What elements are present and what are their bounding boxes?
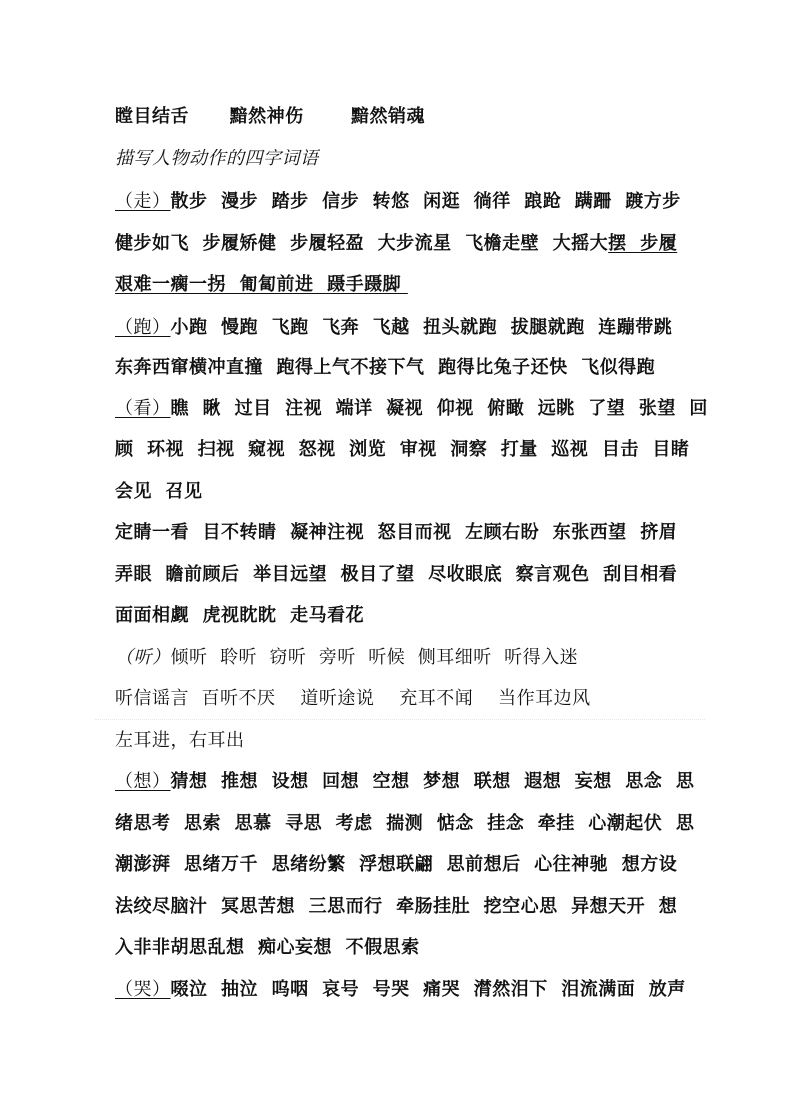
word-line-run [115,316,715,340]
word-line-listen [115,646,715,670]
line-text-underlined: 艰难一瘸一拐 匍匐前进 蹑手蹑脚 [115,274,408,295]
line-text: 绪思考 思索 思慕 寻思 考虑 揣测 惦念 挂念 牵挂 心潮起伏 思 [115,813,695,834]
word-line [115,232,715,256]
word-line [115,853,715,877]
line-text: 会见 召见 [115,481,203,502]
section-heading [115,147,715,171]
word-line [115,273,715,297]
faint-divider [95,719,705,720]
word-line-think [115,770,715,794]
word-line-walk [115,190,715,214]
line-text: 散步 漫步 踏步 信步 转悠 闲逛 徜徉 踉跄 蹒跚 踱方步 [170,191,681,212]
word-line [115,604,715,628]
word-line [115,356,715,380]
line-text-underlined: 摆 步履 [608,233,678,254]
heading-text: 描写人物动作的四字词语 [115,148,319,169]
line-text: 瞠目结舌 黯然神伤 黯然销魂 [115,106,425,127]
word-line [115,438,715,462]
line-text: 东奔西窜横冲直撞 跑得上气不接下气 跑得比兔子还快 飞似得跑 [115,357,656,378]
word-line [115,729,715,753]
category-label-cry: （哭） [115,979,171,1000]
line-text: 啜泣 抽泣 呜咽 哀号 号哭 痛哭 潸然泪下 泪流满面 放声 [170,979,686,1000]
line-text: 面面相觑 虎视眈眈 走马看花 [115,605,365,626]
line-text: 潮澎湃 思绪万千 思绪纷繁 浮想联翩 思前想后 心往神驰 想方设 [115,854,678,875]
line-text: 健步如飞 步履矫健 步履轻盈 大步流星 飞檐走壁 大摇大 [115,233,609,254]
line-text: 定睛一看 目不转睛 凝神注视 怒目而视 左顾右盼 东张西望 挤眉 [115,522,678,543]
word-line [115,812,715,836]
category-label-think: （想） [115,771,171,792]
line-text: 倾听 聆听 窃听 旁听 听候 侧耳细听 听得入迷 [170,647,579,668]
line-text: 入非非胡思乱想 痴心妄想 不假思索 [115,937,420,958]
category-label-run: （跑） [115,317,171,338]
category-label-walk: （走） [115,191,171,212]
word-line [115,563,715,587]
word-line [115,936,715,960]
line-text: 瞧 瞅 过目 注视 端详 凝视 仰视 俯瞰 远眺 了望 张望 回 [170,398,708,419]
word-line [115,480,715,504]
line-text: 听信谣言 百听不厌 道听途说 充耳不闻 当作耳边风 [115,688,591,709]
line-text: 弄眼 瞻前顾后 举目远望 极目了望 尽收眼底 察言观色 刮目相看 [115,564,678,585]
category-label-listen: （听） [115,647,171,668]
text-line-idioms [115,105,715,129]
line-text: 顾 环视 扫视 窥视 怒视 浏览 审视 洞察 打量 巡视 目击 目睹 [115,439,690,460]
line-text: 左耳进，右耳出 [115,730,245,751]
word-line [115,895,715,919]
line-text: 法绞尽脑汁 冥思苦想 三思而行 牵肠挂肚 挖空心思 异想天开 想 [115,896,678,917]
line-text: 猜想 推想 设想 回想 空想 梦想 联想 遐想 妄想 思念 思 [170,771,695,792]
word-line-cry [115,978,715,1002]
line-text: 小跑 慢跑 飞跑 飞奔 飞越 扭头就跑 拔腿就跑 连蹦带跳 [170,317,673,338]
word-line [115,521,715,545]
word-line [115,687,715,711]
word-line-look [115,397,715,421]
category-label-look: （看） [115,398,171,419]
